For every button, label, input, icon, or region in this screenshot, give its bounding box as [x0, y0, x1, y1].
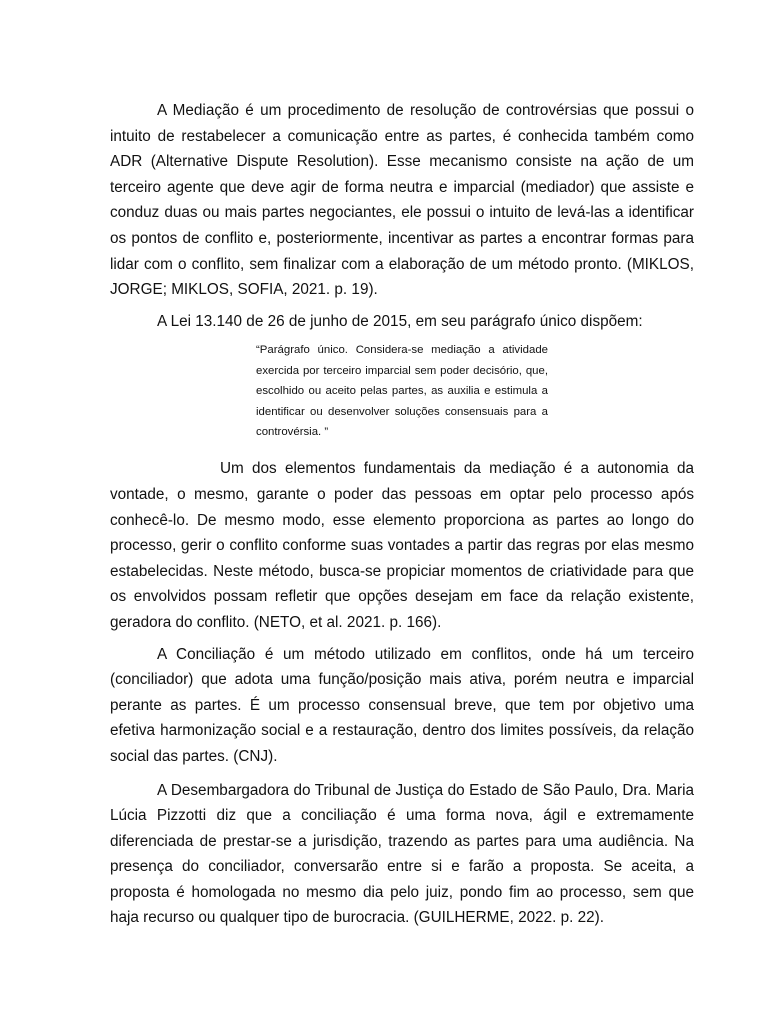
paragraph-lei-intro: A Lei 13.140 de 26 de junho de 2015, em seu parágrafo único dispõem: [157, 312, 643, 330]
paragraph-desembargadora: A Desembargadora do Tribunal de Justiça do Estado de São Paulo, Dra. Maria Lúcia Pizzotti diz que a conciliação é uma forma nova, ágil e extremamente diferenciada de prestar-se a jurisdição, trazendo as partes para uma audiência. Na presença do conciliador, conversarão entre si e farão a proposta. Se aceita, a proposta é homologada no mesmo dia pelo juiz, pondo fim ao processo, sem que haja recurso ou qualquer tipo de burocracia. (GUILHERME, 2022. p. 22). [110, 781, 694, 927]
paragraph-autonomia-vontade: Um dos elementos fundamentais da mediação é a autonomia da vontade, o mesmo, garante o poder das pessoas em optar pelo processo após conhecê-lo. De mesmo modo, esse elemento proporciona as partes ao longo do processo, gerir o conflito conforme suas vontades a partir das regras por elas mesmo estabelecidas. Neste método, busca-se propiciar momentos de criatividade para que os envolvidos possam refletir que opções desejam em face da relação existente, geradora do conflito. (NETO, et al. 2021. p. 166). [110, 460, 694, 631]
document-page [110, 98, 694, 931]
paragraph-conciliacao-definition: A Conciliação é um método utilizado em conflitos, onde há um terceiro (conciliador) que adota uma função/posição mais ativa, porém neutra e imparcial perante as partes. É um processo consensual breve, que tem por objetivo uma efetiva harmonização social e a restauração, dentro dos limites possíveis, da relação social das partes. (CNJ). [110, 645, 694, 765]
block-quote-lei: “Parágrafo único. Considera-se mediação a atividade exercida por terceiro imparcial sem poder decisório, que, escolhido ou aceito pelas partes, as auxilia e estimula a identificar ou desenvolver soluções consensuais para a controvérsia. ” [256, 344, 548, 438]
paragraph-mediacao-definition: A Mediação é um procedimento de resolução de controvérsias que possui o intuito de restabelecer a comunicação entre as partes, é conhecida também como ADR (Alternative Dispute Resolution). Esse mecanismo consiste na ação de um terceiro agente que deve agir de forma neutra e imparcial (mediador) que assiste e conduz duas ou mais partes negociantes, ele possui o intuito de levá-las a identificar os pontos de conflito e, posteriormente, incentivar as partes a encontrar formas para lidar com o conflito, sem finalizar com a elaboração de um método pronto. (MIKLOS, JORGE; MIKLOS, SOFIA, 2021. p. 19). [110, 102, 694, 299]
